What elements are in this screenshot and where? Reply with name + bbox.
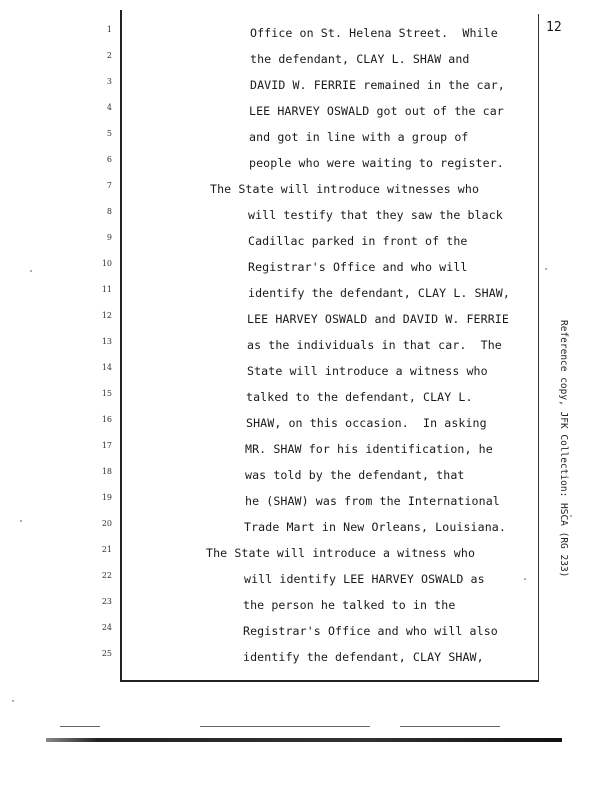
line-number: 18 <box>101 467 112 476</box>
transcript-line: as the individuals in that car. The <box>247 338 502 352</box>
transcript-line: The State will introduce witnesses who <box>210 182 480 196</box>
line-number: 6 <box>106 155 112 164</box>
line-number: 17 <box>101 441 112 450</box>
transcript-line: Office on St. Helena Street. While <box>250 26 498 40</box>
scan-artifact <box>60 726 100 727</box>
transcript-line: SHAW, on this occasion. In asking <box>246 416 487 430</box>
line-number: 10 <box>101 259 112 268</box>
transcript-line: will testify that they saw the black <box>248 208 503 222</box>
line-number: 23 <box>101 597 112 606</box>
line-number: 19 <box>101 493 112 502</box>
transcript-line: Registrar's Office and who will also <box>243 624 498 638</box>
transcript-line: identify the defendant, CLAY L. SHAW, <box>248 286 510 300</box>
transcript-line: people who were waiting to register. <box>249 156 504 170</box>
transcript-line: Cadillac parked in front of the <box>248 234 468 248</box>
line-number: 8 <box>106 207 112 216</box>
line-number: 20 <box>101 519 112 528</box>
line-number: 3 <box>106 77 112 86</box>
transcript-line: MR. SHAW for his identification, he <box>245 442 493 456</box>
scan-speck <box>12 700 14 702</box>
page-number: 12 <box>546 20 562 35</box>
line-number: 15 <box>101 389 112 398</box>
transcript-line: the person he talked to in the <box>243 598 456 612</box>
line-number: 14 <box>101 363 112 372</box>
scan-speck <box>30 270 32 272</box>
scan-speck <box>545 268 547 270</box>
scan-speck <box>20 520 22 522</box>
line-number: 12 <box>101 311 112 320</box>
left-margin-rule <box>120 10 122 680</box>
transcript-line: was told by the defendant, that <box>245 468 465 482</box>
bottom-rule <box>120 680 539 682</box>
transcript-line: will identify LEE HARVEY OSWALD as <box>244 572 485 586</box>
line-number: 24 <box>101 623 112 632</box>
transcript-line: identify the defendant, CLAY SHAW, <box>243 650 484 664</box>
transcript-line: DAVID W. FERRIE remained in the car, <box>250 78 505 92</box>
line-number: 4 <box>106 103 112 112</box>
right-margin-rule <box>538 14 539 682</box>
transcript-line: The State will introduce a witness who <box>206 546 476 560</box>
transcript-line: Trade Mart in New Orleans, Louisiana. <box>244 520 506 534</box>
line-number: 22 <box>101 571 112 580</box>
scan-artifact <box>400 726 500 727</box>
line-number: 9 <box>106 233 112 242</box>
scan-speck <box>570 515 572 517</box>
line-number: 1 <box>106 25 112 34</box>
transcript-line: State will introduce a witness who <box>247 364 488 378</box>
line-number: 21 <box>101 545 112 554</box>
transcript-line: LEE HARVEY OSWALD got out of the car <box>249 104 504 118</box>
transcript-line: Registrar's Office and who will <box>248 260 468 274</box>
scan-speck <box>524 578 526 580</box>
line-number: 2 <box>106 51 112 60</box>
transcript-line: and got in line with a group of <box>249 130 469 144</box>
line-number: 11 <box>101 285 112 294</box>
line-number: 7 <box>106 181 112 190</box>
scan-edge-bar <box>46 738 562 742</box>
line-number: 16 <box>101 415 112 424</box>
scan-artifact <box>200 726 370 727</box>
line-number: 25 <box>101 649 112 658</box>
transcript-line: LEE HARVEY OSWALD and DAVID W. FERRIE <box>247 312 509 326</box>
line-number: 13 <box>101 337 112 346</box>
transcript-line: talked to the defendant, CLAY L. <box>246 390 473 404</box>
transcript-line: he (SHAW) was from the International <box>245 494 500 508</box>
transcript-line: the defendant, CLAY L. SHAW and <box>250 52 470 66</box>
archive-reference-stamp: Reference copy, JFK Collection: HSCA (RG 233) <box>558 320 569 578</box>
line-number: 5 <box>106 129 112 138</box>
